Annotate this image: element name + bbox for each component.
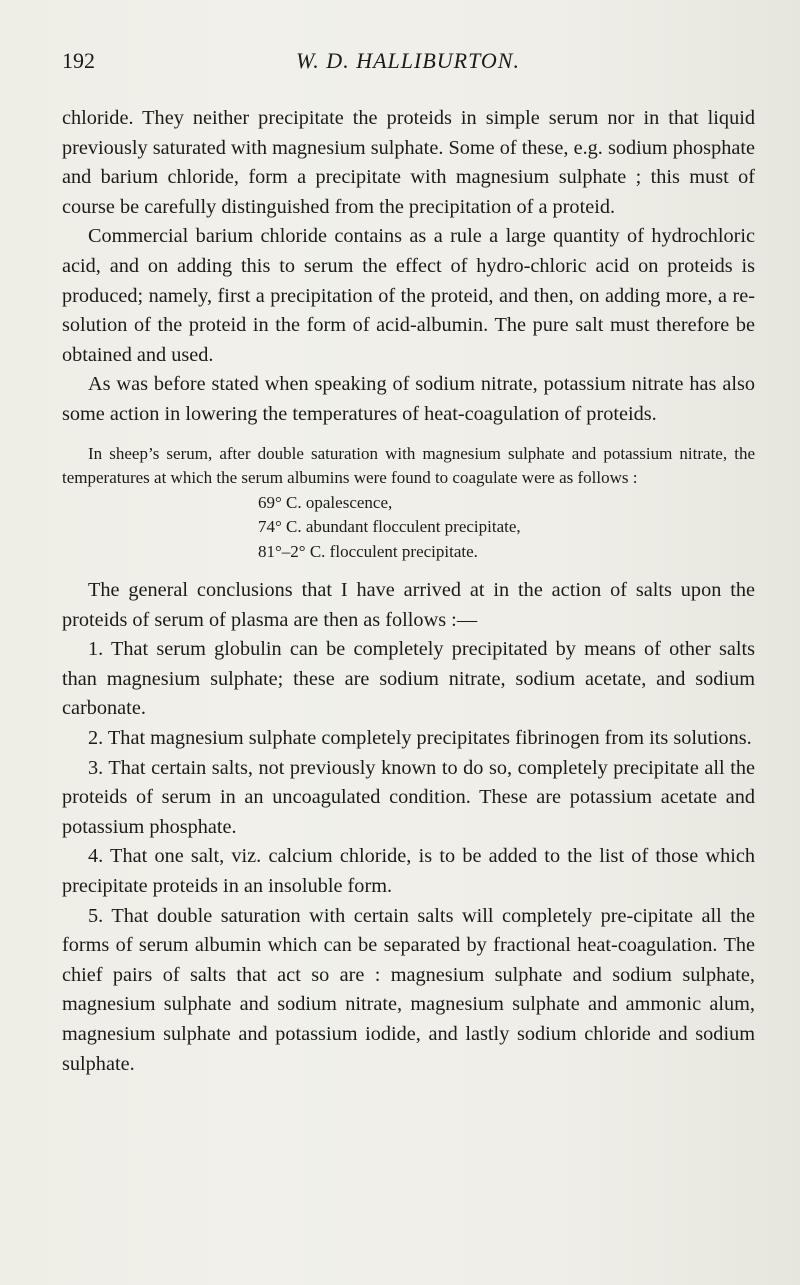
page-body bbox=[62, 104, 755, 1079]
conclusions-intro: The general conclusions that I have arrived at in the action of salts upon the proteids of serum of plasma are then as follows :— bbox=[62, 579, 755, 631]
conclusion-item-3: 3. That certain salts, not previously known to do so, completely precipitate all the proteids of serum in an uncoagulated condition. These are potassium acetate and potassium phosphate. bbox=[62, 756, 755, 838]
paragraph-chloride-continuation: chloride. They neither precipitate the proteids in simple serum nor in that liquid previously saturated with magnesium sulphate. Some of these, e.g. sodium phosphate and barium chloride, form a precipitate with magnesium sulphate ; this must of course be carefully distinguished from the precipitation of a proteid. bbox=[62, 107, 755, 218]
conclusion-item-4: 4. That one salt, viz. calcium chloride, is to be added to the list of those which precipitate proteids in an insoluble form. bbox=[62, 845, 755, 897]
page-header bbox=[62, 48, 754, 88]
temperature-item: 69° C. opalescence, bbox=[258, 492, 393, 512]
small-print-sheep-serum: In sheep’s serum, after double saturation with magnesium sulphate and potassium nitrate, the temperatures at which the serum albumins were found to coagulate were as follows : bbox=[62, 443, 755, 488]
coagulation-temperature-list bbox=[62, 491, 755, 565]
temperature-item: 74° C. abundant flocculent precipitate, bbox=[258, 517, 521, 537]
paragraph-commercial-barium-chloride: Commercial barium chloride contains as a rule a large quantity of hydrochloric acid, and on adding this to serum the effect of hydro-chloric acid on proteids is produced; namely, first a precipitation of the proteid, and then, on adding more, a re-solution of the proteid in the form of acid-albumin. The pure salt must therefore be obtained and used. bbox=[62, 225, 755, 366]
page-number: 192 bbox=[62, 48, 95, 73]
conclusion-item-1: 1. That serum globulin can be completely precipitated by means of other salts than magnesium sulphate; these are sodium nitrate, sodium acetate, and sodium carbonate. bbox=[62, 638, 755, 720]
conclusion-item-2: 2. That magnesium sulphate completely precipitates fibrinogen from its solutions. bbox=[88, 727, 752, 749]
running-head: W. D. HALLIBURTON. bbox=[296, 48, 520, 73]
paragraph-potassium-nitrate: As was before stated when speaking of sodium nitrate, potassium nitrate has also some action in lowering the temperatures of heat-coagulation of proteids. bbox=[62, 373, 755, 425]
conclusion-item-5: 5. That double saturation with certain salts will completely pre-cipitate all the forms of serum albumin which can be separated by fractional heat-coagulation. The chief pairs of salts that act so are : magnesium sulphate and sodium sulphate, magnesium sulphate and sodium nitrate, magnesium sulphate and ammonic alum, magnesium sulphate and potassium iodide, and lastly sodium chloride and sodium sulphate. bbox=[62, 904, 755, 1075]
temperature-item: 81°–2° C. flocculent precipitate. bbox=[258, 541, 478, 561]
